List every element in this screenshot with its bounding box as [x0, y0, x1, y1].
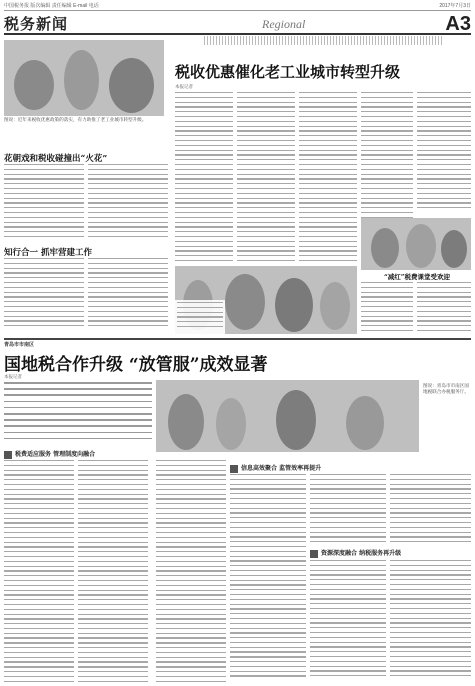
lead-body-col-1	[175, 92, 233, 262]
main-subhead-2	[230, 463, 321, 473]
main-body-col-3	[156, 460, 226, 682]
topbar-left: 中国税务报 版次编辑 责任编辑 E-mail 电话	[4, 3, 99, 9]
lead-body-col-2	[237, 92, 295, 262]
story3-body-col-1	[4, 258, 84, 332]
subhead-marker-icon	[4, 451, 12, 459]
section-english: Regional	[262, 17, 306, 31]
mid-photo-text	[175, 300, 225, 334]
main-photo	[156, 380, 419, 452]
main-subhead-1	[4, 449, 95, 459]
decorative-band	[204, 36, 444, 45]
main-body-col-2	[78, 460, 148, 682]
topbar-date: 2017年7月3日	[439, 3, 471, 9]
main-body-col-6	[390, 474, 471, 544]
subhead-marker-icon	[230, 465, 238, 473]
main-subhead-2-text: 信息高效聚合 监管效率再提升	[241, 465, 322, 472]
subhead-marker-icon	[310, 550, 318, 558]
lead-body-col-5	[417, 92, 471, 212]
story4-photo	[361, 218, 471, 270]
section-masthead	[4, 13, 471, 35]
story4-headline: “减红”税费课堂受欢迎	[384, 273, 450, 281]
main-body-col-7	[310, 560, 386, 682]
main-body-col-5	[310, 474, 386, 544]
main-byline: 本报记者	[4, 375, 22, 380]
page-topbar	[4, 2, 471, 11]
main-body-col-8	[390, 560, 471, 682]
lead-headline: 税收优惠催化老工业城市转型升级	[175, 63, 401, 81]
story3-headline: 知行合一 抓牢营建工作	[4, 248, 92, 258]
lead-byline: 本报记者	[175, 85, 193, 90]
lead-photo	[4, 40, 164, 116]
story4-body-col-2	[417, 282, 471, 334]
section-divider	[4, 338, 471, 340]
story2-body-col-2	[88, 164, 168, 242]
page-number: A3	[445, 13, 471, 35]
main-subhead-3	[310, 548, 401, 558]
main-photo-caption: 图说：青岛市市南区国地税联合办税服务厅。	[423, 384, 469, 395]
story2-body-col-1	[4, 164, 84, 242]
main-subhead-1-text: 税费适应服务 管理制度向融合	[15, 451, 96, 458]
main-subhead-3-text: 资源深度融合 纳税服务再升级	[321, 550, 402, 557]
lead-photo-caption: 图说：近年来税收优惠政策的落实，有力助推了老工业城市转型升级。	[4, 118, 147, 123]
story4-body-col-1	[361, 282, 413, 334]
main-body-col-1	[4, 460, 74, 682]
lead-body-col-3	[299, 92, 357, 262]
section-title: 税务新闻	[4, 15, 69, 33]
story3-body-col-2	[88, 258, 168, 332]
main-body-col-4	[230, 474, 306, 682]
story2-headline: 花朝戏和税收碰撞出“火花”	[4, 154, 108, 164]
region-label: 青岛市市南区	[4, 342, 35, 348]
main-headline: 国地税合作升级 “放管服”成效显著	[4, 355, 268, 375]
main-intro	[4, 382, 152, 444]
